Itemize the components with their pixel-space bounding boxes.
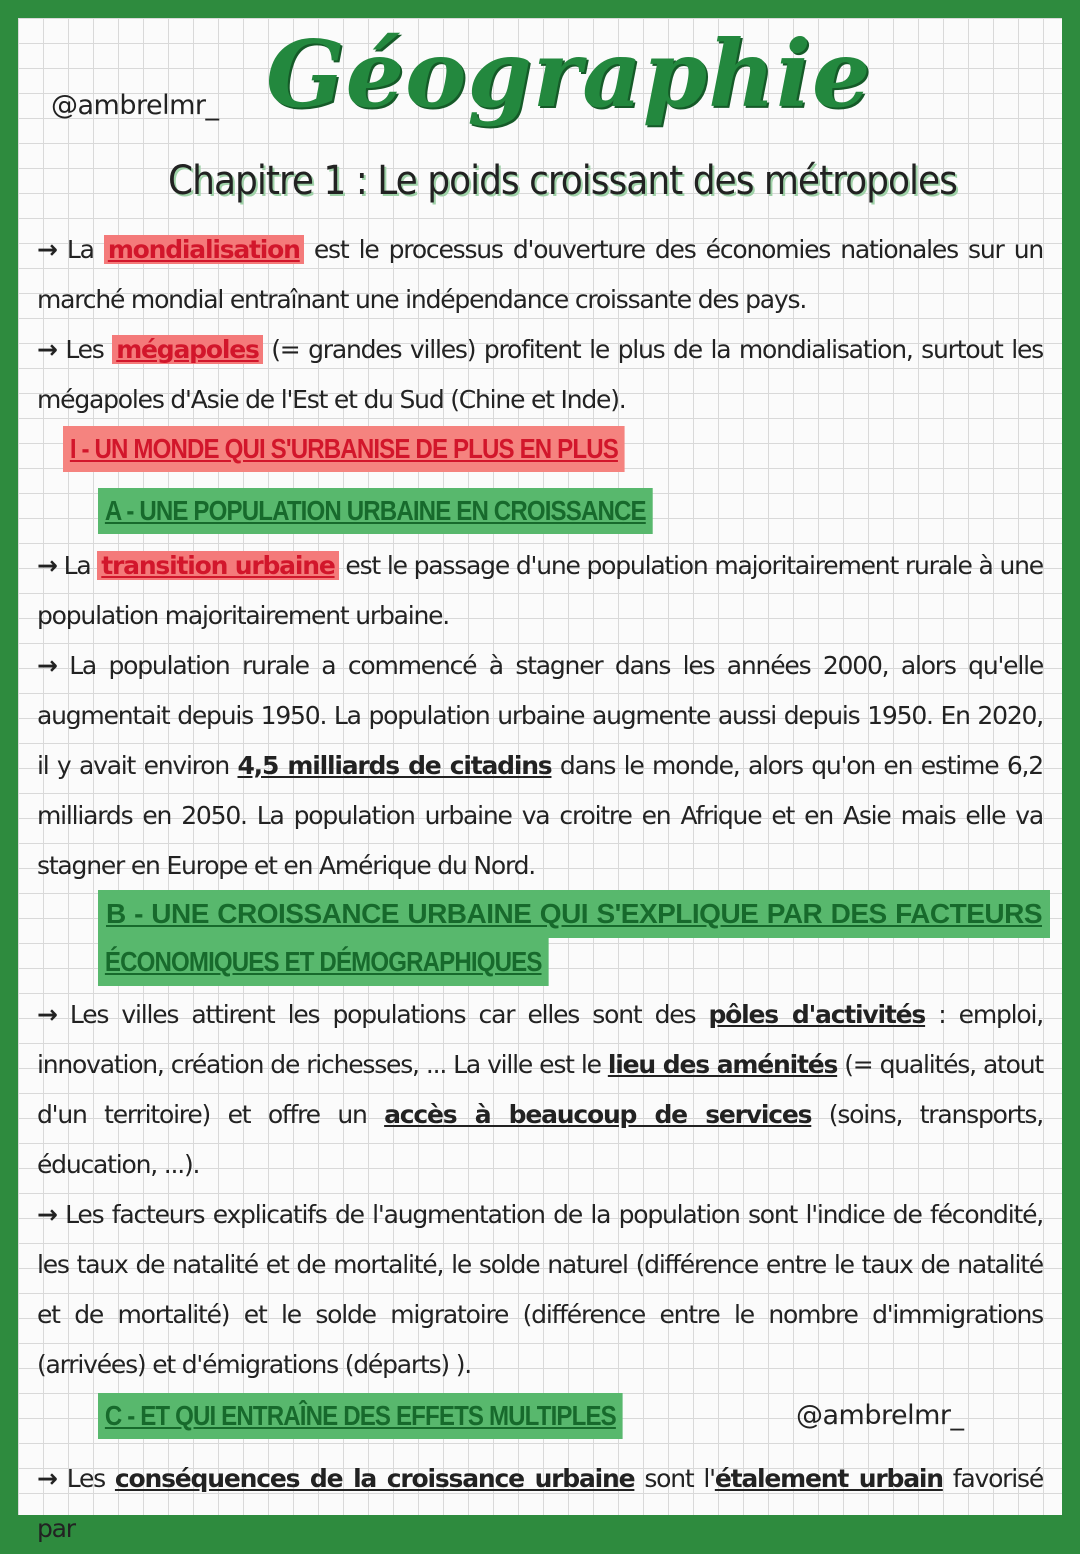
chapter-title: Chapitre 1 : Le poids croissant des métropoles [168, 158, 957, 204]
section-heading-C: C - ET QUI ENTRAÎNE DES EFFETS MULTIPLES [98, 1393, 623, 1439]
paragraph-megapoles: → Les mégapoles (= grandes villes) profitent le plus de la mondialisation, surtout les mégapoles d'Asie de l'Est et du Sud (Chine et Inde). [37, 335, 1043, 414]
key-lieu-amenites: lieu des aménités [607, 1050, 838, 1079]
arrow-icon: → [37, 335, 57, 364]
section-heading-B-line2: ÉCONOMIQUES ET DÉMOGRAPHIQUES [98, 938, 548, 986]
paragraph-facteurs: → Les facteurs explicatifs de l'augmentation de la population sont l'indice de fécondité, les taux de natalité et de mortalité, le solde naturel (différence entre le taux de natalité et de mortalité) et le solde migratoire (différence entre le nombre d'immigrations (arrivées) et d'émigrations (départs) ). [37, 1200, 1044, 1379]
section-heading-B-line1: B - UNE CROISSANCE URBAINE QUI S'EXPLIQUE PAR DES FACTEURS [98, 890, 1050, 938]
paragraph-transition-urbaine: → La transition urbaine est le passage d'une population majoritairement rurale à une population majoritairement urbaine. [37, 551, 1043, 630]
section-heading-I: I - UN MONDE QUI S'URBANISE DE PLUS EN PLUS [63, 426, 625, 472]
page-title: Géographie [266, 20, 872, 128]
key-citadins: 4,5 milliards de citadins [237, 751, 552, 780]
paragraph-villes-attirent: → Les villes attirent les populations car elles sont des pôles d'activités : emploi, innovation, création de richesses, ... La ville est le lieu des aménités (= qualités, atout d'un territoire) et offre un accès à beaucoup de services (soins, transports, éducation, ...). [37, 1000, 1044, 1179]
arrow-icon: → [37, 1464, 57, 1493]
key-poles-activites: pôles d'activités [708, 1000, 926, 1029]
term-megapoles: mégapoles [112, 335, 262, 364]
arrow-icon: → [37, 1000, 57, 1029]
arrow-icon: → [37, 1200, 57, 1229]
key-acces-services: accès à beaucoup de services [384, 1100, 812, 1129]
notes-page [18, 18, 1062, 1543]
term-transition-urbaine: transition urbaine [97, 551, 338, 580]
key-etalement-urbain: étalement urbain [714, 1464, 943, 1493]
author-handle-bottom: @ambrelmr_ [796, 1400, 964, 1431]
paragraph-mondialisation: → La mondialisation est le processus d'ouverture des économies nationales sur un marché mondial entraînant une indépendance croissante des pays. [37, 235, 1043, 314]
section-heading-A: A - UNE POPULATION URBAINE EN CROISSANCE [98, 488, 653, 534]
key-consequences: conséquences de la croissance urbaine [114, 1464, 635, 1493]
arrow-icon: → [37, 551, 57, 580]
author-handle-top: @ambrelmr_ [51, 90, 219, 121]
arrow-icon: → [37, 651, 57, 680]
paragraph-population: → La population rurale a commencé à stagner dans les années 2000, alors qu'elle augmentait depuis 1950. La population urbaine augmente aussi depuis 1950. En 2020, il y avait environ 4,5 milliards de citadins dans le monde, alors qu'on en estime 6,2 milliards en 2050. La population urbaine va croitre en Afrique et en Asie mais elle va stagner en Europe et en Amérique du Nord. [37, 651, 1043, 880]
paragraph-consequences: → Les conséquences de la croissance urbaine sont l'étalement urbain favorisé par [37, 1464, 1043, 1543]
section-heading-B [98, 890, 1050, 986]
term-mondialisation: mondialisation [104, 235, 304, 264]
arrow-icon: → [37, 235, 57, 264]
